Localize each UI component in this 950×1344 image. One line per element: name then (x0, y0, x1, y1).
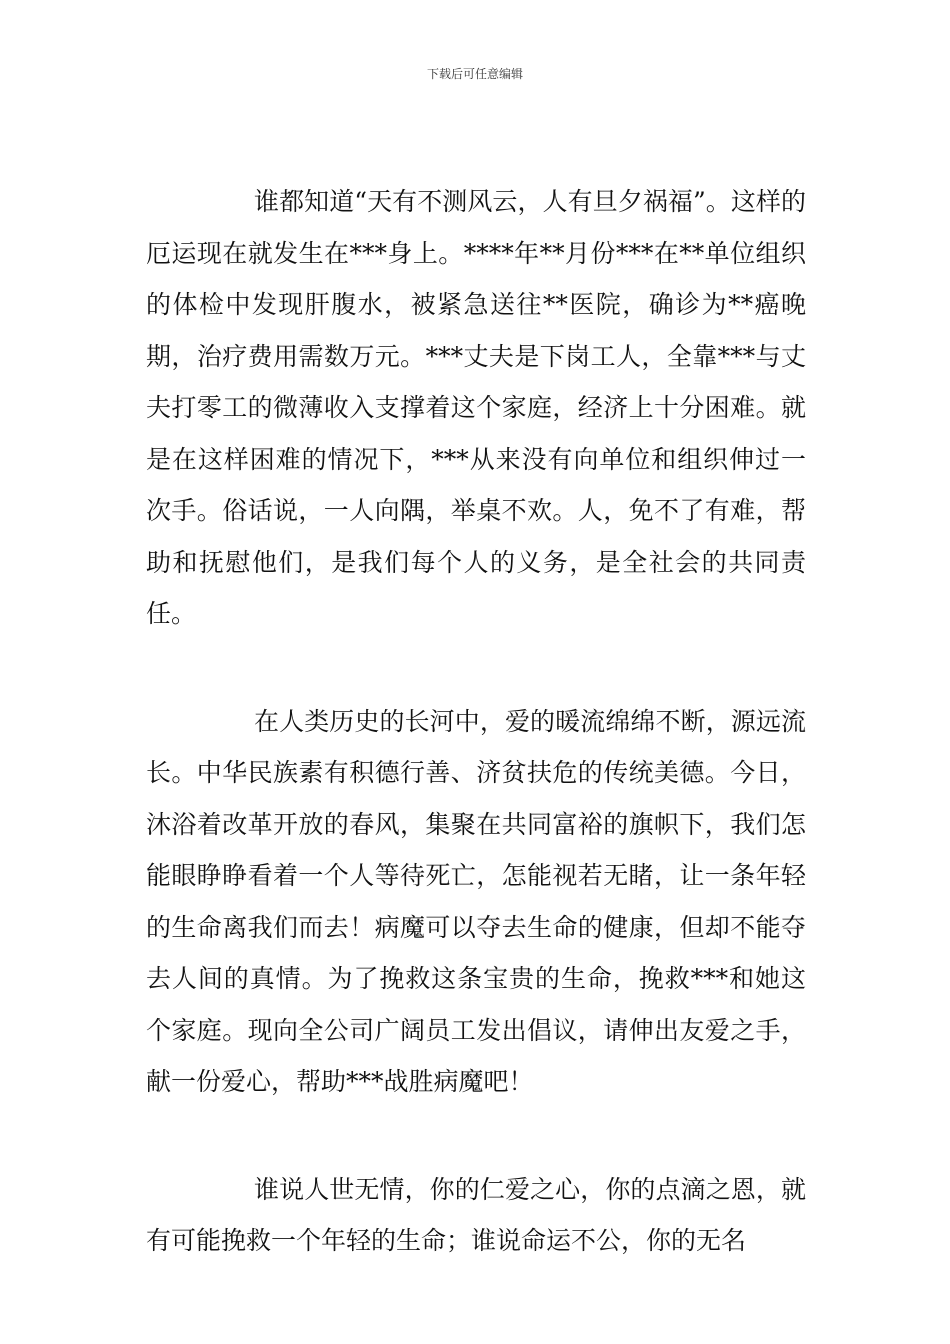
document-body (146, 176, 806, 1267)
paragraph-1: 谁都知道“天有不测风云，人有旦夕祸福”。这样的厄运现在就发生在***身上。****年**月份***在**单位组织的体检中发现肝腹水，被紧急送往**医院，确诊为**癌晚期，治疗费用需数万元。***丈夫是下岗工人，全靠***与丈夫打零工的微薄收入支撑着这个家庭，经济上十分困难。就是在这样困难的情况下，***从来没有向单位和组织伸过一次手。俗话说，一人向隅，举桌不欢。人，免不了有难，帮助和抚慰他们，是我们每个人的义务，是全社会的共同责任。 (146, 187, 806, 628)
page-header: 下载后可任意编辑 (426, 67, 523, 81)
paragraph-2: 在人类历史的长河中，爱的暖流绵绵不断，源远流长。中华民族素有积德行善、济贫扶危的传统美德。今日，沐浴着改革开放的春风，集聚在共同富裕的旗帜下，我们怎能眼睁睁看着一个人等待死亡，怎能视若无睹，让一条年轻的生命离我们而去！病魔可以夺去生命的健康，但却不能夺去人间的真情。为了挽救这条宝贵的生命，挽救***和她这个家庭。现向全公司广阔员工发出倡议，请伸出友爱之手，献一份爱心，帮助***战胜病魔吧！ (146, 706, 806, 1096)
paragraph-3: 谁说人世无情，你的仁爱之心，你的点滴之恩，就有可能挽救一个年轻的生命；谁说命运不公，你的无名 (146, 1174, 806, 1255)
